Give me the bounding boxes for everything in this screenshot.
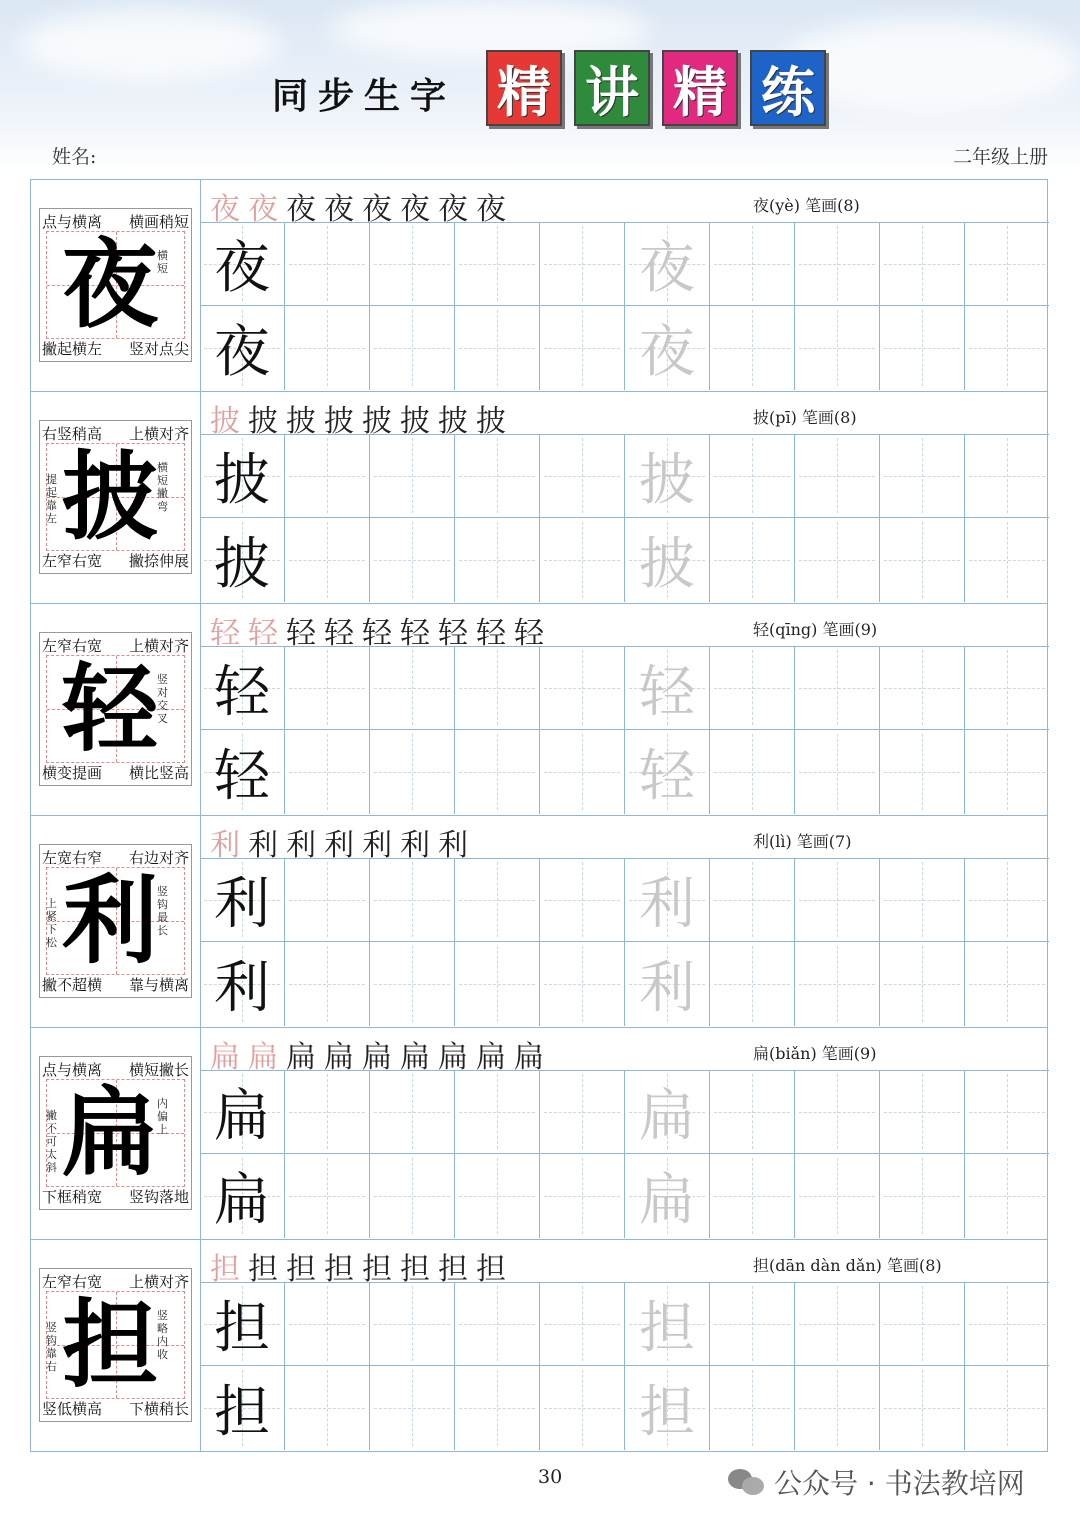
model-card [39, 632, 192, 786]
practice-cell[interactable] [540, 730, 625, 814]
stroke-order-faded: 轻轻 [210, 616, 286, 651]
practice-cell[interactable] [880, 518, 965, 602]
practice-cell[interactable] [455, 306, 540, 390]
practice-cell[interactable] [710, 1282, 795, 1366]
grid-row [200, 858, 1049, 942]
grid-row [200, 1154, 1049, 1238]
practice-cell[interactable] [540, 434, 625, 518]
trace-character: 利 [639, 956, 695, 1021]
practice-cell[interactable] [710, 1366, 795, 1450]
stroke-order-steps: 利利利利利利 [248, 828, 476, 863]
practice-cell[interactable] [455, 1154, 540, 1238]
practice-cell[interactable] [880, 646, 965, 730]
practice-cell[interactable] [795, 1366, 880, 1450]
practice-cell[interactable] [965, 1070, 1049, 1154]
watermark-text: 公众号 · 书法教培网 [774, 1467, 1025, 1500]
practice-cell[interactable] [285, 858, 370, 942]
practice-cell[interactable] [540, 858, 625, 942]
practice-cell[interactable] [455, 1282, 540, 1366]
practice-cell[interactable] [285, 942, 370, 1026]
sky-decoration [20, 10, 280, 80]
practice-cell[interactable] [965, 1154, 1049, 1238]
practice-cell[interactable] [370, 306, 455, 390]
stroke-note: 竖钩最长 [157, 885, 168, 937]
stroke-order-row [200, 1240, 1049, 1287]
practice-cell[interactable] [285, 646, 370, 730]
practice-cell[interactable] [965, 730, 1049, 814]
stroke-order-steps: 扁扁扁扁扁扁扁 [286, 1040, 552, 1075]
grid-row [200, 306, 1049, 390]
practice-cell[interactable] [795, 646, 880, 730]
practice-cell[interactable] [965, 1282, 1049, 1366]
practice-cell[interactable] [710, 646, 795, 730]
example-character: 夜 [214, 320, 270, 385]
example-character: 披 [214, 447, 270, 513]
badge-3: 精 [662, 50, 738, 126]
writing-tip: 横短撇长 [128, 1061, 189, 1079]
writing-tip: 横变提画 [42, 764, 103, 782]
writing-tip: 左窄右宽 [42, 637, 103, 655]
model-character: 轻 [62, 652, 158, 765]
practice-cell[interactable] [965, 306, 1049, 390]
stroke-order-steps: 担担担担担担担 [248, 1252, 514, 1287]
tip-panel [31, 1240, 201, 1451]
practice-cell [625, 1154, 710, 1238]
practice-cell[interactable] [285, 518, 370, 602]
practice-cell[interactable] [370, 858, 455, 942]
practice-cell[interactable] [965, 1366, 1049, 1450]
badge-2: 讲 [574, 50, 650, 126]
tip-panel [31, 180, 201, 391]
writing-tip: 下框稍宽 [42, 1188, 103, 1206]
practice-cell[interactable] [285, 1282, 370, 1366]
practice-cell [625, 942, 710, 1026]
grid-row [200, 1366, 1049, 1450]
practice-cell[interactable] [710, 306, 795, 390]
grid-row [200, 518, 1049, 602]
writing-tip: 右边对齐 [128, 849, 189, 867]
stroke-order-row [200, 604, 1049, 651]
practice-cell[interactable] [540, 1366, 625, 1450]
writing-tip: 横比竖高 [128, 764, 189, 782]
writing-grid [200, 646, 1049, 814]
practice-cell [200, 434, 285, 518]
practice-cell[interactable] [540, 1154, 625, 1238]
trace-character: 担 [639, 1295, 695, 1361]
practice-cell[interactable] [285, 222, 370, 306]
model-character: 担 [62, 1288, 158, 1401]
example-character: 扁 [214, 1083, 270, 1149]
practice-cell[interactable] [795, 518, 880, 602]
stroke-order-steps: 披披披披披披披 [248, 404, 514, 439]
practice-cell [200, 942, 285, 1026]
practice-sheet [30, 179, 1048, 1452]
practice-cell[interactable] [540, 1070, 625, 1154]
practice-cell[interactable] [880, 1282, 965, 1366]
practice-cell[interactable] [880, 306, 965, 390]
practice-cell[interactable] [285, 1154, 370, 1238]
practice-area [200, 1240, 1049, 1451]
practice-cell[interactable] [880, 222, 965, 306]
practice-cell[interactable] [370, 222, 455, 306]
practice-cell[interactable] [285, 306, 370, 390]
writing-grid [200, 222, 1049, 390]
practice-cell[interactable] [540, 518, 625, 602]
writing-tip: 右竖稍高 [42, 425, 103, 443]
trace-character: 披 [639, 532, 695, 597]
writing-tip: 点与横离 [42, 1061, 103, 1079]
practice-area [200, 180, 1049, 391]
trace-character: 扁 [639, 1168, 695, 1233]
practice-cell[interactable] [455, 1366, 540, 1450]
practice-cell[interactable] [710, 518, 795, 602]
char-section-4 [30, 815, 1048, 1027]
stroke-note: 撇不可太斜 [46, 1109, 57, 1174]
char-section-2 [30, 391, 1048, 603]
writing-tip: 点与横离 [42, 213, 103, 231]
wechat-icon [728, 1467, 766, 1497]
practice-cell[interactable] [710, 1154, 795, 1238]
practice-cell [625, 222, 710, 306]
practice-cell[interactable] [710, 1070, 795, 1154]
practice-cell[interactable] [285, 434, 370, 518]
pinyin-stroke-count: 担(dān dàn dǎn) 笔画(8) [753, 1256, 942, 1275]
example-character: 扁 [214, 1168, 270, 1233]
tip-panel [31, 392, 201, 603]
stroke-note: 横短撇弯 [157, 461, 168, 513]
stroke-note: 竖钩靠右 [46, 1321, 57, 1373]
example-character: 披 [214, 532, 270, 597]
stroke-order-faded: 担 [210, 1252, 248, 1287]
page-title: 同步生字 [272, 76, 457, 117]
tip-panel [31, 1028, 201, 1239]
practice-cell[interactable] [455, 942, 540, 1026]
writing-grid [200, 1070, 1049, 1238]
stroke-order-row [200, 816, 1049, 863]
practice-cell[interactable] [370, 646, 455, 730]
model-card [39, 1056, 192, 1210]
writing-tip: 左窄右宽 [42, 1273, 103, 1291]
model-card [39, 420, 192, 574]
writing-tip: 上横对齐 [128, 637, 189, 655]
practice-cell[interactable] [285, 1070, 370, 1154]
stroke-order-steps: 轻轻轻轻轻轻轻 [286, 616, 552, 651]
trace-character: 轻 [639, 659, 695, 725]
char-section-6 [30, 1239, 1048, 1452]
writing-tip: 上横对齐 [128, 425, 189, 443]
practice-cell[interactable] [880, 858, 965, 942]
practice-area [200, 604, 1049, 815]
practice-cell[interactable] [540, 646, 625, 730]
practice-cell [200, 1282, 285, 1366]
writing-tip: 竖对点尖 [128, 340, 189, 358]
practice-cell[interactable] [540, 942, 625, 1026]
writing-grid [200, 1282, 1049, 1450]
practice-cell[interactable] [710, 730, 795, 814]
trace-character: 夜 [639, 320, 695, 385]
title-badges [486, 50, 826, 126]
trace-character: 扁 [639, 1083, 695, 1149]
writing-tip: 撇捺伸展 [128, 552, 189, 570]
practice-cell[interactable] [455, 730, 540, 814]
model-character: 扁 [62, 1076, 158, 1189]
model-card [39, 208, 192, 362]
practice-area [200, 392, 1049, 603]
writing-tip: 竖钩落地 [128, 1188, 189, 1206]
model-character: 披 [62, 440, 158, 553]
trace-character: 利 [639, 871, 695, 937]
practice-cell [625, 1366, 710, 1450]
writing-tip: 左窄右宽 [42, 552, 103, 570]
char-section-3 [30, 603, 1048, 815]
practice-cell[interactable] [370, 434, 455, 518]
practice-cell[interactable] [795, 434, 880, 518]
example-character: 担 [214, 1295, 270, 1361]
writing-tip: 撇起横左 [42, 340, 103, 358]
practice-cell[interactable] [795, 1070, 880, 1154]
stroke-note: 竖略内收 [157, 1309, 168, 1361]
practice-cell [625, 434, 710, 518]
stroke-order-faded: 夜夜 [210, 192, 286, 227]
writing-tip: 撇不超横 [42, 976, 103, 994]
practice-cell[interactable] [710, 434, 795, 518]
practice-cell [200, 1070, 285, 1154]
practice-cell[interactable] [795, 222, 880, 306]
practice-cell [625, 306, 710, 390]
example-character: 利 [214, 956, 270, 1021]
practice-cell[interactable] [965, 518, 1049, 602]
practice-cell[interactable] [370, 1366, 455, 1450]
practice-cell [200, 646, 285, 730]
stroke-order-row [200, 392, 1049, 439]
pinyin-stroke-count: 轻(qīng) 笔画(9) [753, 620, 878, 639]
practice-cell[interactable] [795, 942, 880, 1026]
practice-cell[interactable] [285, 730, 370, 814]
practice-cell [625, 1070, 710, 1154]
practice-cell[interactable] [880, 730, 965, 814]
practice-cell[interactable] [370, 1282, 455, 1366]
practice-cell[interactable] [880, 942, 965, 1026]
trace-character: 担 [639, 1380, 695, 1445]
stroke-order-faded: 披 [210, 404, 248, 439]
trace-character: 夜 [639, 235, 695, 301]
stroke-order-row [200, 1028, 1049, 1075]
practice-cell[interactable] [455, 434, 540, 518]
badge-1: 精 [486, 50, 562, 126]
practice-cell [200, 518, 285, 602]
example-character: 轻 [214, 744, 270, 809]
page-number: 30 [538, 1466, 563, 1488]
writing-tip: 竖低横高 [42, 1400, 103, 1418]
practice-cell[interactable] [370, 1154, 455, 1238]
practice-cell[interactable] [285, 1366, 370, 1450]
pinyin-stroke-count: 扁(biǎn) 笔画(9) [753, 1044, 877, 1063]
example-character: 轻 [214, 659, 270, 725]
model-card [39, 1268, 192, 1422]
writing-tip: 靠与横离 [128, 976, 189, 994]
stroke-order-steps: 夜夜夜夜夜夜 [286, 192, 514, 227]
char-section-1 [30, 179, 1048, 391]
practice-cell[interactable] [795, 730, 880, 814]
grade-label: 二年级上册 [952, 146, 1048, 168]
practice-cell[interactable] [370, 730, 455, 814]
pinyin-stroke-count: 披(pī) 笔画(8) [753, 408, 857, 427]
stroke-order-faded: 扁扁 [210, 1040, 286, 1075]
pinyin-stroke-count: 利(lì) 笔画(7) [753, 832, 852, 851]
practice-cell[interactable] [965, 434, 1049, 518]
practice-cell[interactable] [795, 858, 880, 942]
writing-tip: 下横稍长 [128, 1400, 189, 1418]
grid-row [200, 942, 1049, 1026]
practice-cell[interactable] [880, 1154, 965, 1238]
practice-cell[interactable] [880, 1366, 965, 1450]
stroke-note: 横短 [157, 249, 168, 275]
practice-cell[interactable] [965, 942, 1049, 1026]
practice-cell[interactable] [455, 858, 540, 942]
practice-cell [625, 518, 710, 602]
stroke-order-row [200, 180, 1049, 227]
example-character: 利 [214, 871, 270, 937]
model-character: 利 [62, 864, 158, 977]
writing-tip: 上横对齐 [128, 1273, 189, 1291]
watermark [728, 1462, 1025, 1502]
practice-cell[interactable] [710, 222, 795, 306]
practice-cell [200, 858, 285, 942]
practice-cell[interactable] [455, 1070, 540, 1154]
grid-row [200, 1070, 1049, 1154]
practice-cell[interactable] [710, 942, 795, 1026]
grid-row [200, 434, 1049, 518]
practice-cell[interactable] [795, 1154, 880, 1238]
trace-character: 轻 [639, 744, 695, 809]
practice-cell[interactable] [795, 1282, 880, 1366]
practice-cell[interactable] [455, 646, 540, 730]
practice-cell[interactable] [710, 858, 795, 942]
model-card [39, 844, 192, 998]
practice-cell[interactable] [880, 1070, 965, 1154]
practice-cell [625, 730, 710, 814]
practice-cell [200, 306, 285, 390]
practice-cell [200, 222, 285, 306]
stroke-order-faded: 利 [210, 828, 248, 863]
practice-cell[interactable] [880, 434, 965, 518]
trace-character: 披 [639, 447, 695, 513]
grid-row [200, 646, 1049, 730]
stroke-note: 上紧下松 [46, 897, 57, 949]
practice-cell[interactable] [455, 222, 540, 306]
practice-cell[interactable] [540, 1282, 625, 1366]
practice-cell [200, 1154, 285, 1238]
practice-area [200, 1028, 1049, 1239]
practice-cell[interactable] [965, 646, 1049, 730]
writing-tip: 左宽右窄 [42, 849, 103, 867]
stroke-note: 竖对交叉 [157, 673, 168, 725]
practice-cell [200, 1366, 285, 1450]
practice-cell[interactable] [965, 222, 1049, 306]
model-character: 夜 [62, 228, 158, 341]
stroke-note: 提起靠左 [46, 473, 57, 525]
practice-cell[interactable] [965, 858, 1049, 942]
practice-cell[interactable] [540, 222, 625, 306]
writing-grid [200, 434, 1049, 602]
example-character: 担 [214, 1380, 270, 1445]
pinyin-stroke-count: 夜(yè) 笔画(8) [753, 196, 860, 215]
practice-area [200, 816, 1049, 1027]
grid-row [200, 730, 1049, 814]
name-label: 姓名: [52, 146, 97, 168]
tip-panel [31, 816, 201, 1027]
practice-cell[interactable] [540, 306, 625, 390]
practice-cell[interactable] [455, 518, 540, 602]
practice-cell[interactable] [370, 942, 455, 1026]
writing-tip: 横画稍短 [128, 213, 189, 231]
practice-cell [625, 1282, 710, 1366]
practice-cell [625, 646, 710, 730]
char-section-5 [30, 1027, 1048, 1239]
practice-cell[interactable] [370, 518, 455, 602]
badge-4: 练 [750, 50, 826, 126]
grid-row [200, 1282, 1049, 1366]
tip-panel [31, 604, 201, 815]
grid-row [200, 222, 1049, 306]
writing-grid [200, 858, 1049, 1026]
stroke-note: 内偏上 [157, 1097, 168, 1136]
practice-cell[interactable] [370, 1070, 455, 1154]
practice-cell [200, 730, 285, 814]
practice-cell [625, 858, 710, 942]
example-character: 夜 [214, 235, 270, 301]
practice-cell[interactable] [795, 306, 880, 390]
